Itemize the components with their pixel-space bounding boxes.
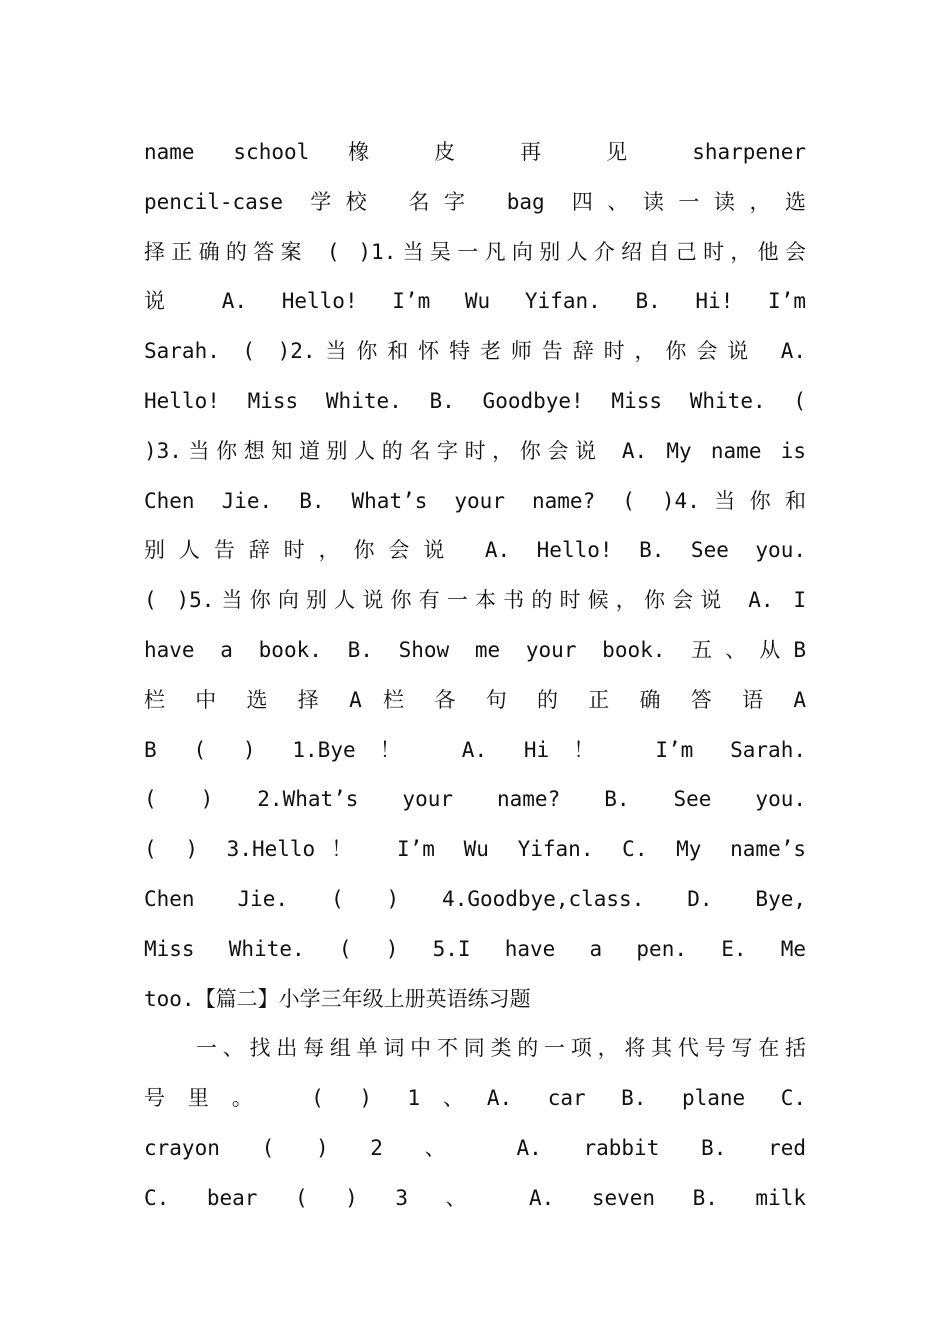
text-line: Hello! Miss White. B. Goodbye! Miss White. ( [144,388,806,413]
text-line: Miss White. ( ) 5.I have a pen. E. Me [144,936,806,961]
section-heading-line: too.【篇二】小学三年级上册英语练习题 [144,986,531,1011]
text-line: name school 橡 皮 再 见 sharpener [144,140,806,164]
text-line: Sarah. ( )2.当你和怀特老师告辞时，你会说 A. [144,339,806,364]
text-line: ( ) 3.Hello！ I’m Wu Yifan. C. My name’s [144,837,806,862]
text-line: 栏 中 选 择 A 栏 各 句 的 正 确 答 语 A [144,687,806,712]
text-line: 说 A. Hello! I’m Wu Yifan. B. Hi! I’m [144,289,806,314]
text-line: ( )5.当你向别人说你有一本书的时候，你会说 A. I [144,588,806,613]
text-line: ( ) 2.What’s your name? B. See you. [144,787,806,812]
text-line: 别人告辞时，你会说 A. Hello! B. See you. [144,538,806,563]
text-line: 号里。 ( ) 1、A. car B. plane C. [144,1086,806,1111]
text-line: Chen Jie. B. What’s your name? ( )4.当你和 [144,488,806,513]
document-body [144,128,806,1224]
text-line: pencil-case 学校 名字 bag 四、读一读，选 [144,189,806,214]
text-line: B ( ) 1.Bye！ A. Hi！ I’m Sarah. [144,737,806,762]
text-line: C. bear ( ) 3 、 A. seven B. milk [144,1185,806,1210]
text-line: crayon ( ) 2 、 A. rabbit B. red [144,1135,806,1160]
instruction-line: 一、找出每组单词中不同类的一项，将其代号写在括 [196,1036,806,1061]
text-line: have a book. B. Show me your book. 五、从B [144,637,806,662]
text-line: Chen Jie. ( ) 4.Goodbye,class. D. Bye, [144,886,806,911]
text-line: )3.当你想知道别人的名字时，你会说 A. My name is [144,438,806,463]
text-line: 择正确的答案 ( )1.当吴一凡向别人介绍自己时，他会 [144,239,806,264]
